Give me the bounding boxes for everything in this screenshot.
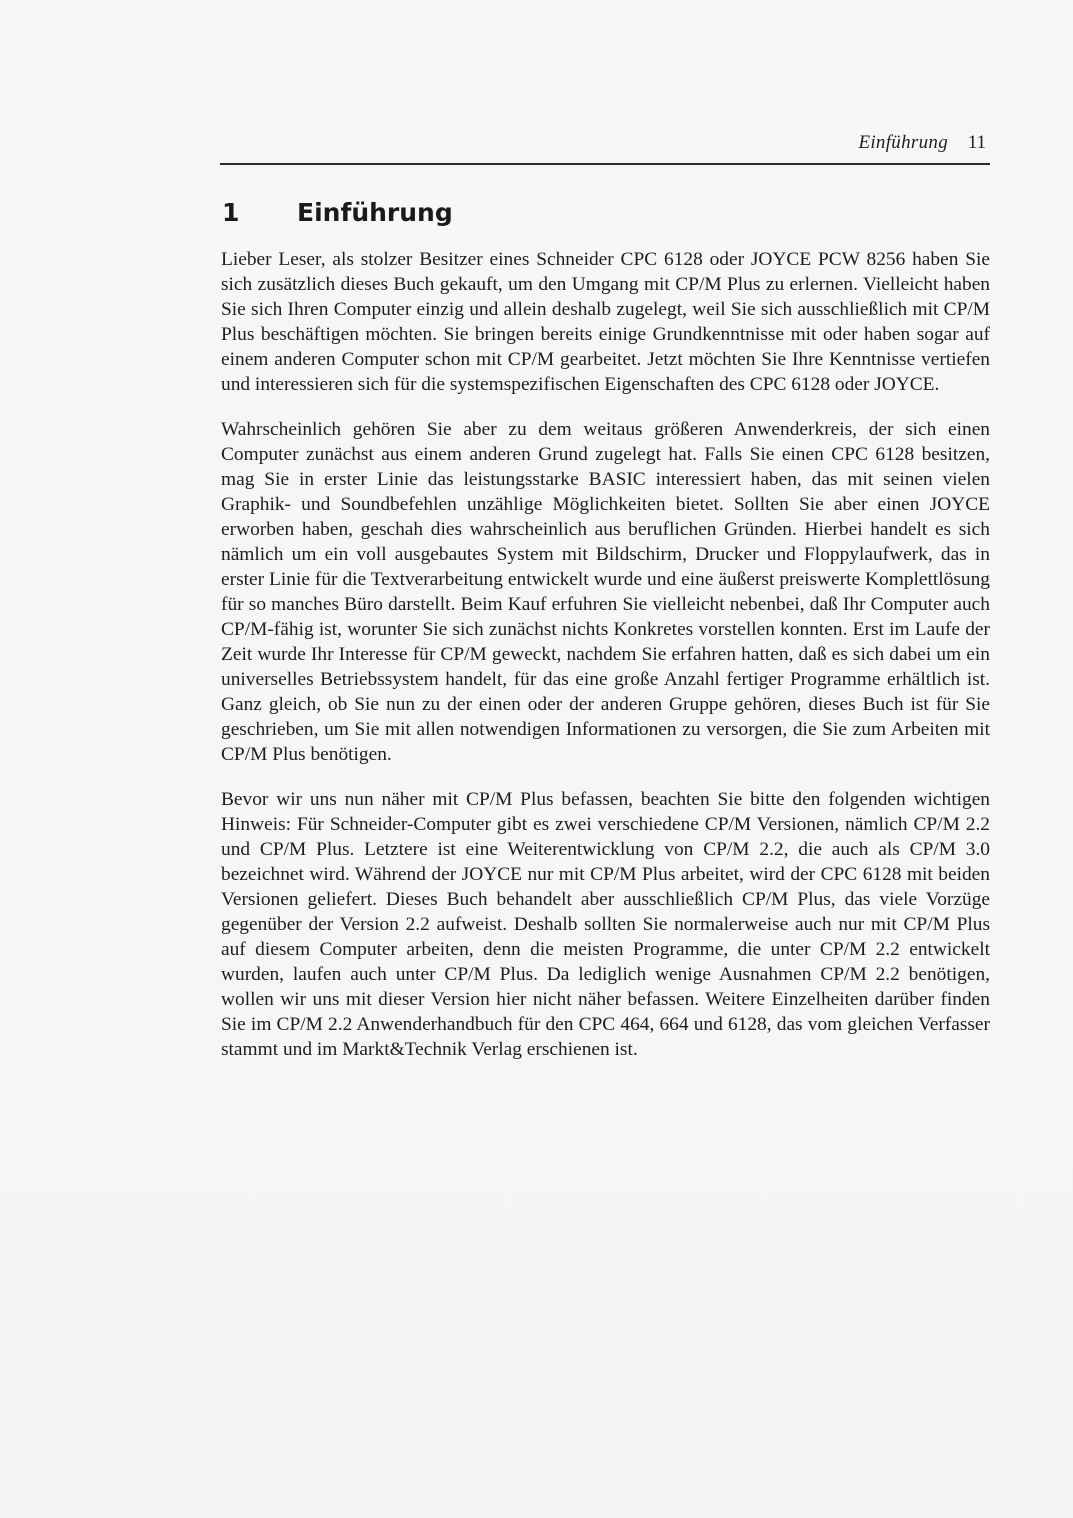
page-number: 11 bbox=[967, 132, 986, 153]
running-title: Einführung bbox=[858, 132, 948, 153]
chapter-title: Einführung bbox=[297, 198, 453, 227]
running-header bbox=[222, 132, 988, 156]
body-text bbox=[221, 247, 990, 1082]
chapter-heading bbox=[222, 193, 988, 235]
paragraph: Lieber Leser, als stolzer Besitzer eines Schneider CPC 6128 oder JOYCE PCW 8256 haben Sie sich zusätzlich dieses Buch gekauft, um den Umgang mit CP/M Plus zu erlernen. Vielleicht haben Sie sich Ihren Computer einzig und allein deshalb zugelegt, weil Sie sich ausschließlich mit CP/M Plus beschäftigen möchten. Sie bringen bereits einige Grundkenntnisse mit oder haben sogar auf einem anderen Computer schon mit CP/M gearbeitet. Jetzt möchten Sie Ihre Kenntnisse vertiefen und interessieren sich für die systemspezifischen Eigenschaften des CPC 6128 oder JOYCE. bbox=[221, 249, 990, 395]
header-rule bbox=[220, 163, 990, 165]
paragraph: Wahrscheinlich gehören Sie aber zu dem weitaus größeren Anwenderkreis, der sich einen Computer zunächst aus einem anderen Grund zugelegt hat. Falls Sie einen CPC 6128 besitzen, mag Sie in erster Linie das leistungsstarke BASIC interessiert haben, das mit seinen vielen Graphik- und Soundbefehlen unzählige Möglichkeiten bietet. Sollten Sie aber einen JOYCE erworben haben, geschah dies wahrscheinlich aus beruflichen Gründen. Hierbei handelt es sich nämlich um ein voll ausgebautes System mit Bildschirm, Drucker und Floppylaufwerk, das in erster Linie für die Textverarbeitung entwickelt wurde und eine äußerst preiswerte Komplettlösung für so manches Büro darstellt. Beim Kauf erfuhren Sie vielleicht nebenbei, daß Ihr Computer auch CP/M-fähig ist, worunter Sie sich zunächst nichts Konkretes vorstellen konnten. Erst im Laufe der Zeit wurde Ihr Interesse für CP/M geweckt, nachdem Sie erfahren hatten, daß es sich dabei um ein universelles Betriebssystem handelt, für das eine große Anzahl fertiger Programme erhältlich ist. Ganz gleich, ob Sie nun zu der einen oder der anderen Gruppe gehören, dieses Buch ist für Sie geschrieben, um Sie mit allen notwendigen Informationen zu versorgen, die Sie zum Arbeiten mit CP/M Plus benötigen. bbox=[221, 419, 990, 765]
paragraph: Bevor wir uns nun näher mit CP/M Plus befassen, beachten Sie bitte den folgenden wichtigen Hinweis: Für Schneider-Computer gibt es zwei verschiedene CP/M Versionen, nämlich CP/M 2.2 und CP/M Plus. Letztere ist eine Weiterentwicklung von CP/M 2.2, die auch als CP/M 3.0 bezeichnet wird. Während der JOYCE nur mit CP/M Plus arbeitet, wird der CPC 6128 mit beiden Versionen geliefert. Dieses Buch behandelt aber ausschließlich CP/M Plus, das viele Vorzüge gegenüber der Version 2.2 aufweist. Deshalb sollten Sie normalerweise auch nur mit CP/M Plus auf diesem Computer arbeiten, denn die meisten Programme, die unter CP/M 2.2 entwickelt wurden, laufen auch unter CP/M Plus. Da lediglich wenige Ausnahmen CP/M 2.2 benötigen, wollen wir uns mit dieser Version hier nicht näher befassen. Weitere Einzelheiten darüber finden Sie im CP/M 2.2 Anwenderhandbuch für den CPC 464, 664 und 6128, das vom gleichen Verfasser stammt und im Markt&Technik Verlag erschienen ist. bbox=[221, 789, 990, 1060]
chapter-number: 1 bbox=[222, 198, 240, 227]
